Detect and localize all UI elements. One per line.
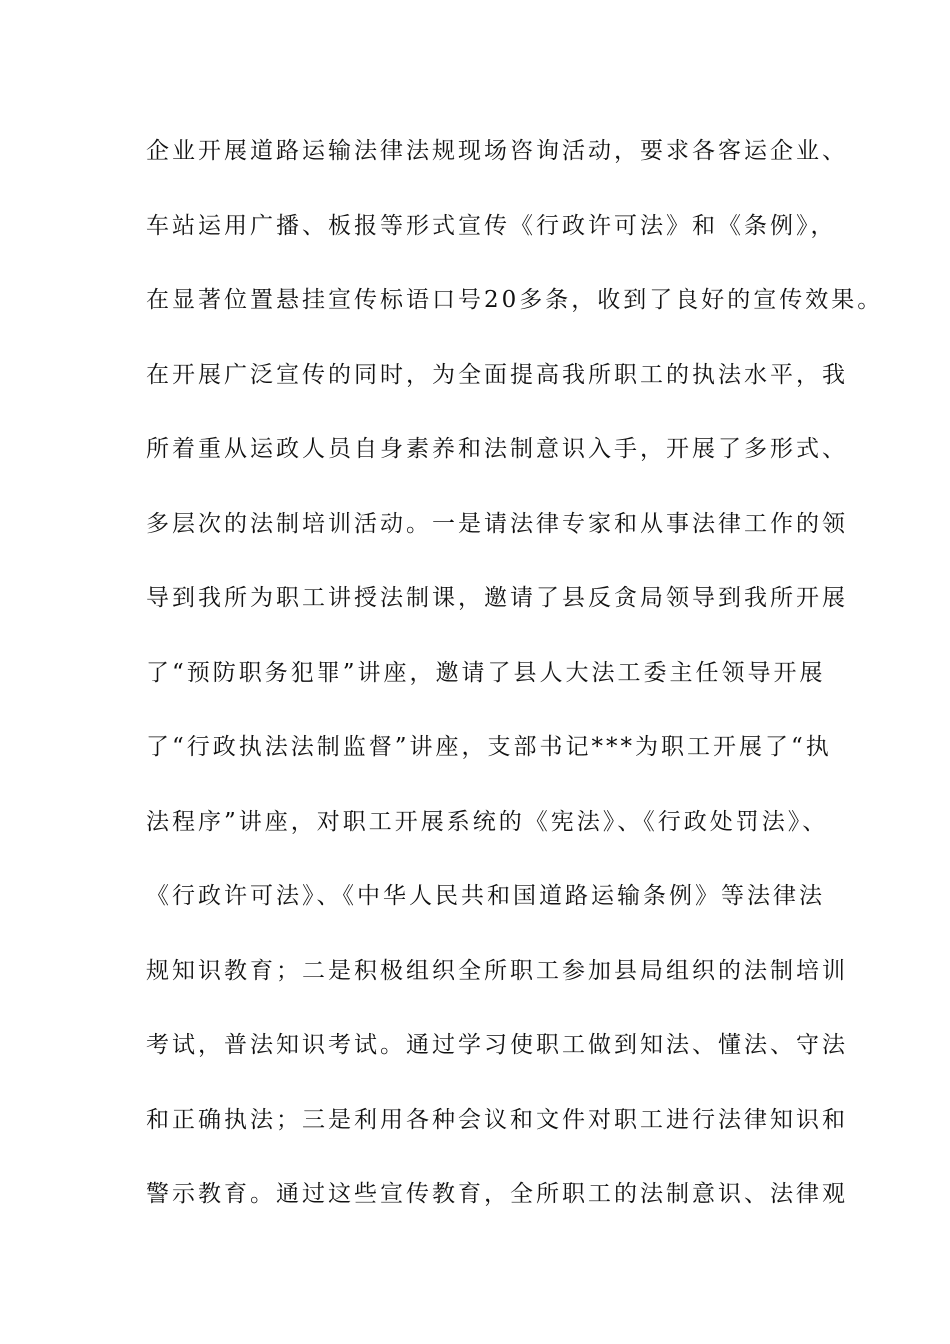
text-line: 规知识教育；二是积极组织全所职工参加县局组织的法制培训 xyxy=(146,957,848,984)
text-line: 所着重从运政人员自身素养和法制意识入手，开展了多形式、 xyxy=(146,436,848,462)
text-line: 在显著位置悬挂宣传标语口号20多条，收到了良好的宣传效果。 xyxy=(146,287,884,313)
text-line: 《行政许可法》、《中华人民共和国道路运输条例》等法律法 xyxy=(146,883,825,909)
text-line: 法程序”讲座，对职工开展系统的《宪法》、《行政处罚法》、 xyxy=(146,808,829,835)
text-line: 和正确执法；三是利用各种会议和文件对职工进行法律知识和 xyxy=(146,1106,848,1133)
text-line: 考试，普法知识考试。通过学习使职工做到知法、懂法、守法 xyxy=(146,1032,848,1058)
text-line: 多层次的法制培训活动。一是请法律专家和从事法律工作的领 xyxy=(146,510,848,537)
text-line: 企业开展道路运输法律法规现场咨询活动，要求各客运企业、 xyxy=(146,138,848,164)
text-line: 警示教育。通过这些宣传教育，全所职工的法制意识、法律观 xyxy=(146,1181,848,1207)
text-line: 了“行政执法法制监督”讲座，支部书记***为职工开展了“执 xyxy=(146,734,832,760)
text-line: 在开展广泛宣传的同时，为全面提高我所职工的执法水平，我 xyxy=(146,361,848,388)
body-text xyxy=(146,128,884,1246)
text-line: 导到我所为职工讲授法制课，邀请了县反贪局领导到我所开展 xyxy=(146,585,848,611)
text-line: 车站运用广播、板报等形式宣传《行政许可法》和《条例》， xyxy=(146,212,837,239)
text-line: 了“预防职务犯罪”讲座，邀请了县人大法工委主任领导开展 xyxy=(146,659,826,686)
